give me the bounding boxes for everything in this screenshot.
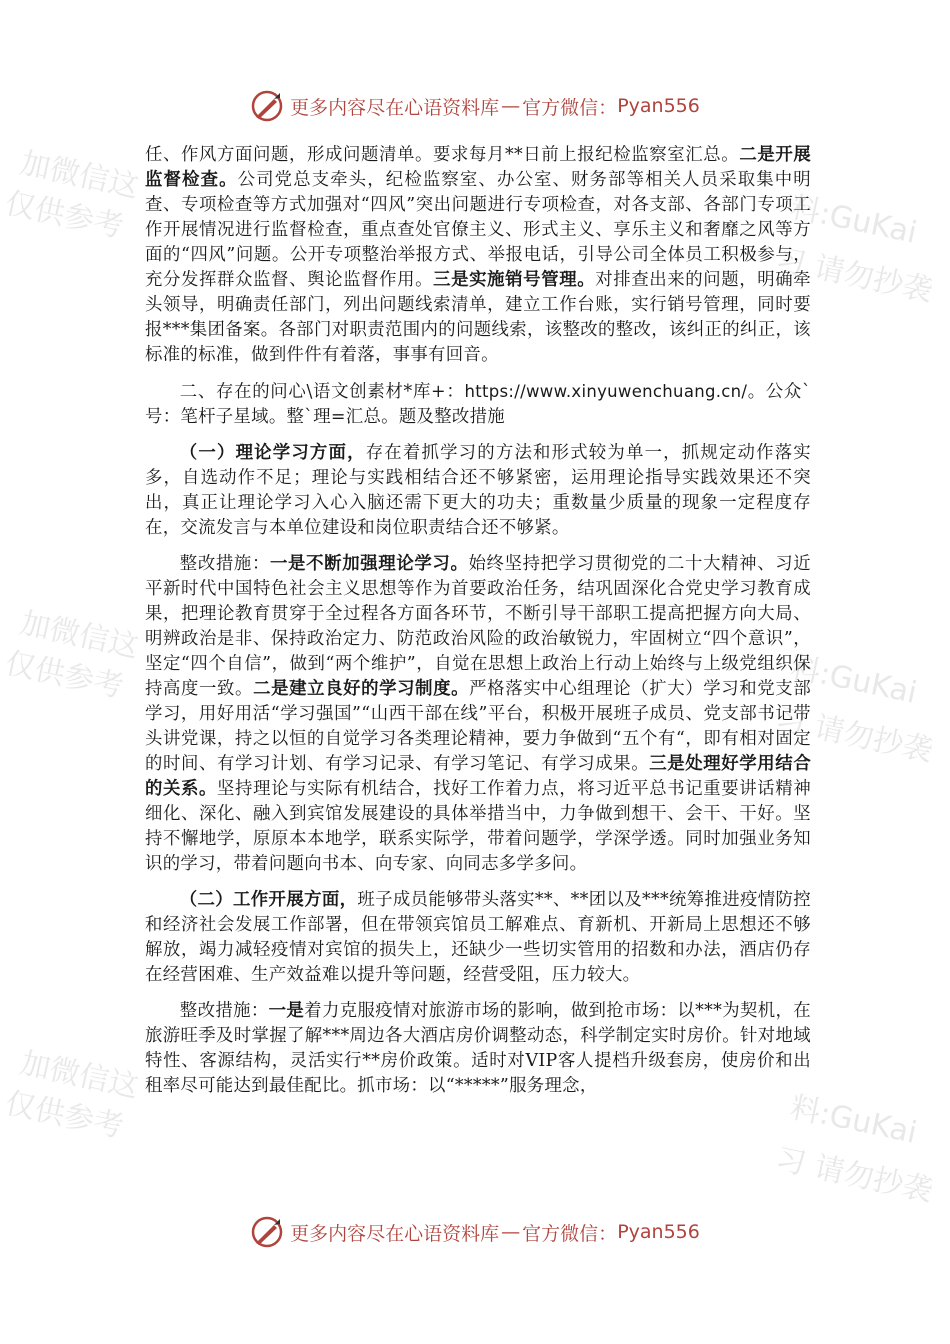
bold-run: （二）工作开展方面， xyxy=(179,890,358,910)
watermark: 习 请勿抄袭 xyxy=(772,701,936,770)
watermark: 仅供参考 xyxy=(1,1085,127,1146)
bold-run: 三是处理好学用结合的关系。 xyxy=(145,754,812,799)
text-run: 。公众`号：笔杆子星域。整`理=汇总。题及整改措施 xyxy=(145,382,811,427)
paragraph xyxy=(145,143,811,368)
watermark: 仅供参考 xyxy=(1,185,127,246)
watermark: 料:GuKai xyxy=(787,189,920,251)
banner-text: 更多内容尽在心语资料库 xyxy=(290,1222,500,1245)
watermark: 加微信这 xyxy=(16,605,142,666)
banner-dash: — xyxy=(501,1221,521,1243)
watermark: 习 请勿抄袭 xyxy=(772,241,936,310)
watermark: 加微信这 xyxy=(16,145,142,206)
text-run: 整改措施： xyxy=(179,554,271,574)
paragraph xyxy=(145,441,811,541)
document-body xyxy=(145,143,811,1110)
banner-dash: — xyxy=(501,95,521,117)
text-run: 公司党总支牵头，纪检监察室、办公室、财务部等相关人员采取集中明查、专项检查等方式加强对“四风”突出问题进行专项检查，对各支部、各部门专项工作开展情况进行监督检查，重点查处官僚主义、形式主义、享乐主义和奢靡之风等方面的“四风”问题。公开专项整治举报方式、举报电话，引导公司全体员工积极参与，充分发挥群众监督、舆论监督作用。 xyxy=(145,170,811,290)
text-run: 坚持理论与实际有机结合，找好工作着力点，将习近平总书记重要讲话精神细化、深化、融入到宾馆发展建设的具体举措当中，力争做到想干、会干、干好。坚持不懈地学，原原本本地学，联系实际学，带着问题学，学深学透。同时加强业务知识的学习，带着问题向书本、向专家、向同志多学多问。 xyxy=(145,779,812,874)
bold-run: 二是建立良好的学习制度。 xyxy=(253,679,470,699)
banner-official: 官方微信： xyxy=(522,1222,618,1245)
watermark: 习 请勿抄袭 xyxy=(772,1141,936,1210)
quill-logo-icon xyxy=(250,89,284,123)
text-run: 存在着抓学习的方法和形式较为单一，抓规定动作落实多，自选动作不足；理论与实践相结合还不够紧密，运用理论指导实践效果还不突出，真正让理论学习入心入脑还需下更大的功夫；重数量少质量的现象一定程度存在，交流发言与本单位建设和岗位职责结合还不够紧。 xyxy=(145,443,811,538)
banner-text: 更多内容尽在心语资料库 xyxy=(290,96,500,119)
bold-run: 一是 xyxy=(268,1001,305,1021)
text-run: 任、作风方面问题，形成问题清单。要求每月**日前上报纪检监察室汇总。 xyxy=(145,145,740,165)
watermark: 料:GuKai xyxy=(787,649,920,711)
text-run: 二、存在的问心\语文创素材*库+： xyxy=(179,382,465,402)
watermark: 料:GuKai xyxy=(787,1089,920,1151)
banner-wechat: Pyan556 xyxy=(617,1221,700,1243)
paragraph xyxy=(145,552,811,877)
bold-run: 三是实施销号管理。 xyxy=(433,270,596,290)
bold-run: 一是不断加强理论学习。 xyxy=(270,554,469,574)
banner-wechat: Pyan556 xyxy=(617,95,700,117)
text-run: 严格落实中心组理论（扩大）学习和党支部学习，用好用活“学习强国”“山西干部在线”平台，积极开展班子成员、党支部书记带头讲党课，持之以恒的自觉学习各类理论精神，要力争做到“五个有“，即有相对固定的时间、有学习计划、有学习记录、有学习笔记、有学习成果。 xyxy=(145,679,812,774)
watermark: 仅供参考 xyxy=(1,645,127,706)
watermark: 加微信这 xyxy=(16,1045,142,1106)
text-run: 着力克服疫情对旅游市场的影响，做到抢市场：以***为契机，在旅游旺季及时掌握了解***周边各大酒店房价调整动态，科学制定实时房价。针对地域特性、客源结构，灵活实行**房价政策。适时对VIP客人提档升级套房，使房价和出租率尽可能达到最佳配比。抓市场：以“*****”服务理念， xyxy=(145,1001,811,1096)
text-run: 整改措施： xyxy=(179,1001,269,1021)
text-run: 始终坚持把学习贯彻党的二十大精神、习近平新时代中国特色社会主义思想等作为首要政治任务，结巩固深化合党史学习教育成果，把理论教育贯穿于全过程各方面各环节，不断引导干部职工提高把握方向大局、明辨政治是非、保持政治定力、防范政治风险的政治敏锐力，牢固树立“四个意识”，坚定“四个自信”，做到“两个维护”，自觉在思想上政治上行动上始终与上级党组织保持高度一致。 xyxy=(145,554,811,699)
bold-run: 二是开展监督检查。 xyxy=(145,145,812,190)
section-heading xyxy=(145,379,811,430)
footer-banner xyxy=(0,1212,950,1252)
header-banner xyxy=(0,86,950,126)
paragraph xyxy=(145,888,811,988)
bold-run: （一）理论学习方面， xyxy=(179,443,366,463)
banner-official: 官方微信： xyxy=(522,96,618,119)
paragraph xyxy=(145,999,811,1099)
url-link[interactable]: https://www.xinyuwenchuang.cn/ xyxy=(464,382,748,401)
text-run: 对排查出来的问题，明确牵头领导，明确责任部门，列出问题线索清单，建立工作台账，实行销号管理，同时要报***集团备案。各部门对职责范围内的问题线索，该整改的整改，该纠正的纠正，该标准的标准，做到件件有着落，事事有回音。 xyxy=(145,270,811,365)
text-run: 班子成员能够带头落实**、**团以及***统筹推进疫情防控和经济社会发展工作部署，但在带领宾馆员工解难点、育新机、开新局上思想还不够解放，竭力减轻疫情对宾馆的损失上，还缺少一些切实管用的招数和办法，酒店仍存在经营困难、生产效益难以提升等问题，经营受阻，压力较大。 xyxy=(145,890,811,985)
quill-logo-icon xyxy=(250,1215,284,1249)
